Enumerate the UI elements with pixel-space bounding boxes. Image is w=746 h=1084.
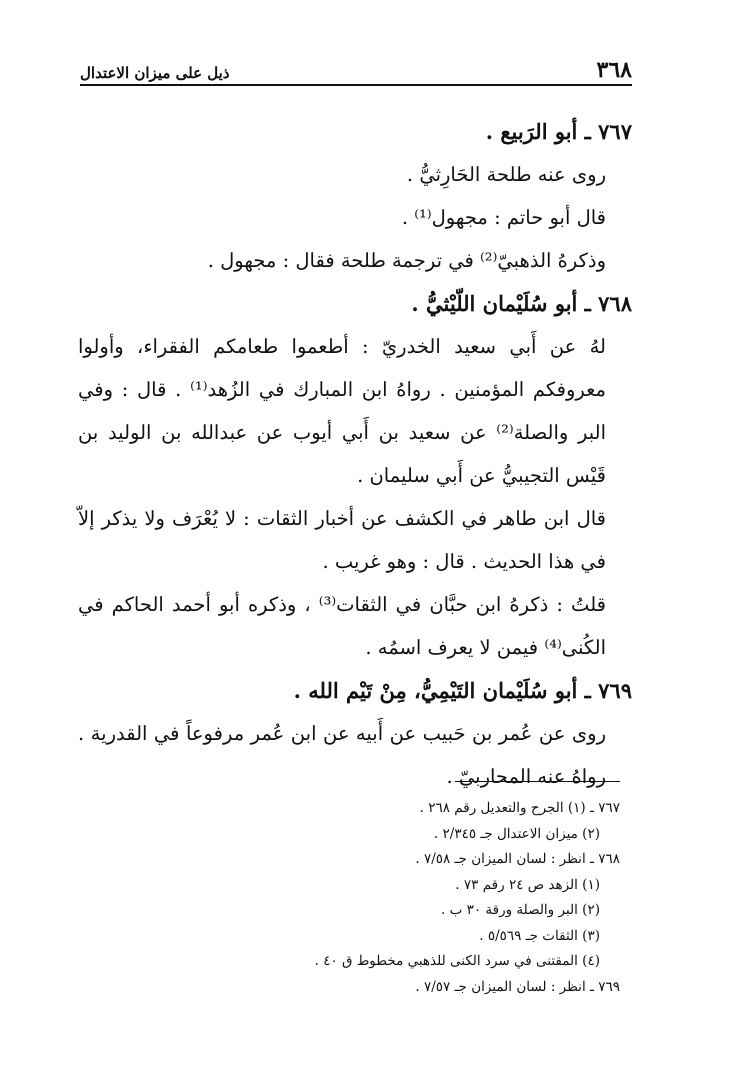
paragraph: لهُ عن أَبي سعيد الخدريّ : أطعموا طعامكم الفقراء، وأولوا معروفكم المؤمنين . رواهُ ابن المبارك في الزُهد⁽¹⁾ . قال : وفي البر والصلة⁽²⁾ عن سعيد بن أَبي أيوب عن عبدالله بن الوليد بن قَيْس التجيبيُّ عن أَبي سليمان . [78,335,606,487]
footnote: (٢) البر والصلة ورقة ٣٠ ب . [440,902,600,918]
paragraph: قال ابن طاهر في الكشف عن أخبار الثقات : لا يُعْرَف ولا يذكر إلاّ في هذا الحديث . قال : وهو غريب . [78,507,606,573]
footnote: ٧٦٨ ـ انظر : لسان الميزان جـ ٧/٥٨ . [415,851,620,867]
footnote: ٧٦٧ ـ (١) الجرح والتعديل رقم ٢٦٨ . [419,800,620,816]
footnote-separator [455,781,620,782]
footnote: (٣) الثقات جـ ٥/٥٦٩ . [479,927,600,944]
page-number: ٣٦٨ [596,57,632,83]
entry-heading-769: ٧٦٩ ـ أبو سُلَيْمان التَيْمِيُّ، مِنْ تَيْم الله . [293,678,632,703]
footnote: (٤) المقتنى في سرد الكنى للذهبي مخطوط ق ٤٠ . [314,953,600,969]
running-title: ذيل على ميزان الاعتدال [80,64,230,82]
paragraph: روى عنه طلحة الحَارِثيُّ . [406,163,606,186]
entry-heading-767: ٧٦٧ ـ أبو الرَبيع . [485,119,632,144]
paragraph: روى عن عُمر بن حَبيب عن أَبيه عن ابن عُمر مرفوعاً في القدرية . رواهُ عنه المحاربيّ . [78,722,606,788]
footnote: ٧٦٩ ـ انظر : لسان الميزان جـ ٧/٥٧ . [415,978,620,995]
paragraph: وذكرهُ الذهبيّ⁽²⁾ في ترجمة طلحة فقال : مجهول . [207,249,606,272]
paragraph: قال أبو حاتم : مجهول⁽¹⁾ . [401,206,606,229]
footnotes [200,796,620,1000]
footnote: (٢) ميزان الاعتدال جـ ٢/٣٤٥ . [433,825,600,842]
page-header [80,56,632,86]
main-text [78,110,632,798]
entry-heading-768: ٧٦٨ ـ أبو سُلَيْمان اللّيْثيُّ . [411,291,632,316]
footnote: (١) الزهد ص ٢٤ رقم ٧٣ . [455,876,600,893]
paragraph: قلتُ : ذكرهُ ابن حبَّان في الثقات⁽³⁾ ، وذكره أبو أحمد الحاكم في الكُنى⁽⁴⁾ فيمن لا يعرف اسمُه . [78,593,606,659]
